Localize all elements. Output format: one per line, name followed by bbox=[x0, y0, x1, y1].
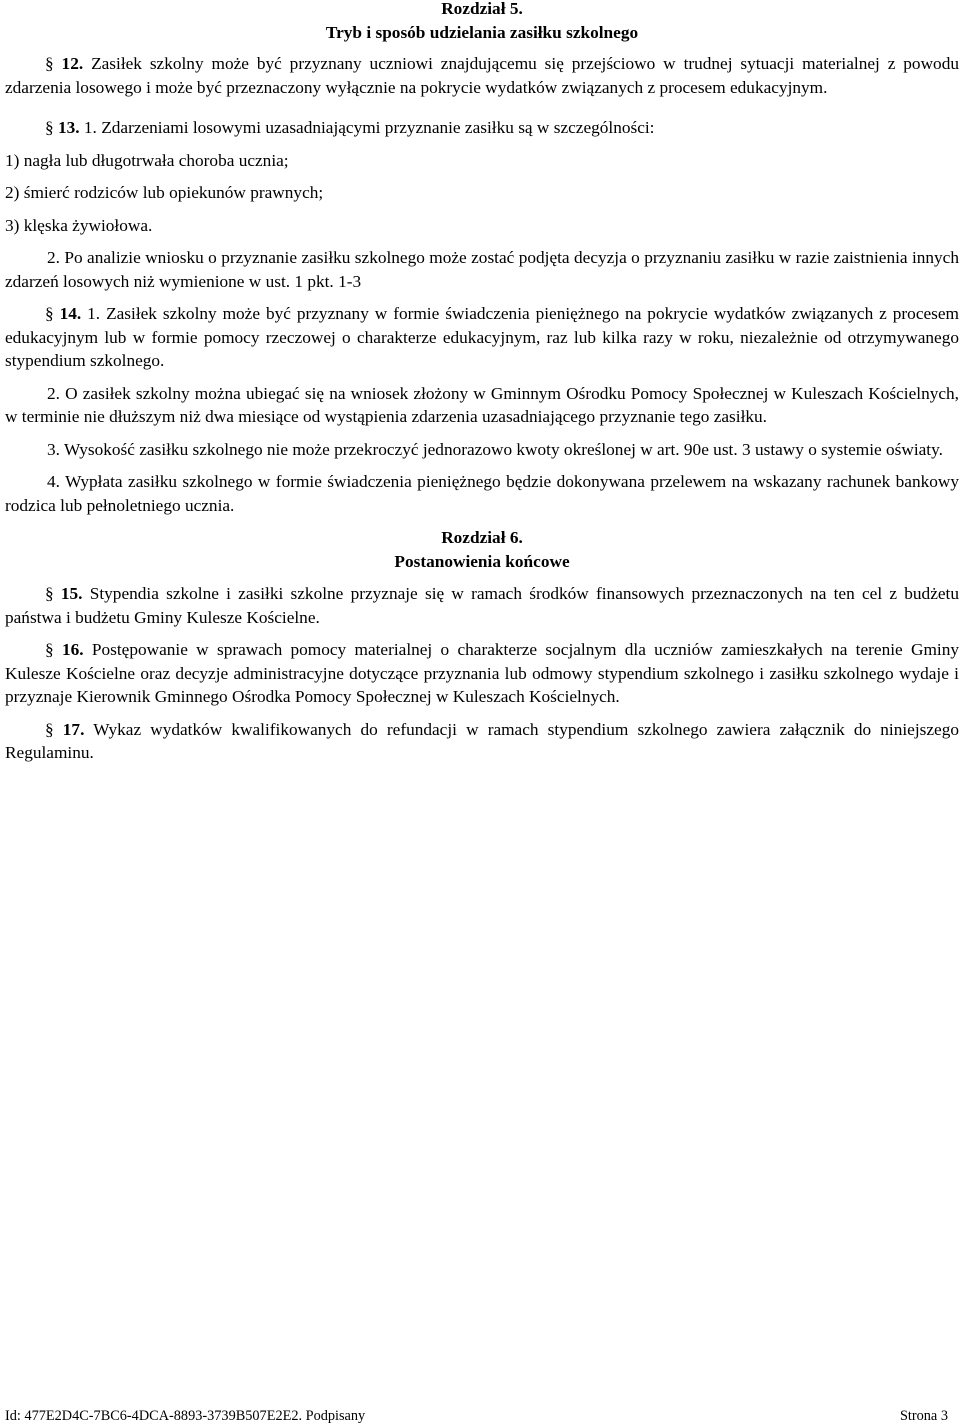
paragraph-14-3-text: Wysokość zasiłku szkolnego nie może przekroczyć jednorazowo kwoty określonej w art. 90e ust. 3 ustawy o systemie oświaty. bbox=[63, 439, 943, 459]
chapter-6-subtitle: Postanowienia końcowe bbox=[394, 551, 570, 571]
paragraph-16-number: 16. bbox=[61, 640, 84, 659]
paragraph-14-1-text: Zasiłek szkolny może być przyznany w formie świadczenia pieniężnego na pokrycie wydatków związanych z procesem edukacyjnym lub w formie pomocy rzeczowej o charakterze edukacyjnym, raz lub kilka razy w roku, niezależnie od otrzymywanego stypendium szkolnego. bbox=[5, 304, 959, 370]
paragraph-13-1-number: 1. bbox=[83, 118, 97, 137]
chapter-5-heading bbox=[5, 0, 959, 44]
chapter-6-heading bbox=[5, 526, 959, 573]
paragraph-13-2-number: 2. bbox=[47, 248, 60, 267]
paragraph-14-4-number: 4. bbox=[47, 472, 60, 491]
section-sign: § bbox=[45, 118, 54, 137]
list-item: 3) klęska żywiołowa. bbox=[5, 215, 153, 235]
paragraph-14-3 bbox=[5, 438, 959, 462]
paragraph-13-1 bbox=[5, 116, 959, 140]
page-number: Strona 3 bbox=[899, 1408, 948, 1424]
section-sign: § bbox=[45, 304, 54, 323]
section-sign: § bbox=[45, 584, 54, 603]
paragraph-14-number: 14. bbox=[59, 304, 82, 323]
paragraph-13-2-text: Po analizie wniosku o przyznanie zasiłku szkolnego może zostać podjęta decyzja o przyznaniu zasiłku w razie zaistnienia innych zdarzeń losowych niż wymienione w ust. 1 pkt. 1-3 bbox=[5, 248, 959, 291]
list-item: 2) śmierć rodziców lub opiekunów prawnych; bbox=[5, 183, 324, 202]
paragraph-14-2-number: 2. bbox=[47, 383, 60, 403]
paragraph-12 bbox=[5, 52, 959, 99]
paragraph-13-number: 13. bbox=[57, 118, 80, 137]
paragraph-17 bbox=[5, 718, 959, 765]
paragraph-12-number: 12. bbox=[61, 54, 84, 73]
paragraph-14-2-text: O zasiłek szkolny można ubiegać się na wniosek złożony w Gminnym Ośrodku Pomocy Społecznej w Kuleszach Kościelnych, w terminie nie dłuższym niż dwa miesiące od wystąpienia zdarzenia uzasadniającego przyznanie tego zasiłku. bbox=[5, 383, 959, 426]
paragraph-14-3-number: 3. bbox=[47, 439, 60, 459]
paragraph-15-text: Stypendia szkolne i zasiłki szkolne przyznaje się w ramach środków finansowych przeznaczonych na ten cel z budżetu państwa i budżetu Gminy Kulesze Kościelne. bbox=[5, 584, 959, 627]
section-sign: § bbox=[45, 719, 54, 739]
paragraph-14-2 bbox=[5, 382, 959, 429]
chapter-5-title: Rozdział 5. bbox=[441, 0, 523, 18]
section-sign: § bbox=[45, 640, 54, 659]
chapter-6-title: Rozdział 6. bbox=[441, 528, 523, 547]
paragraph-14-1-number: 1. bbox=[87, 304, 101, 323]
paragraph-16-text: Postępowanie w sprawach pomocy materialnej o charakterze socjalnym dla uczniów zamieszkałych na terenie Gminy Kulesze Kościelne oraz decyzje administracyjne dotyczące przyznania lub odmowy stypendium szkolnego i zasiłku szkolnego wydaje i przyznaje Kierownik Gminnego Ośrodka Pomocy Społecznej w Kuleszach Kościelnych. bbox=[5, 640, 959, 706]
paragraph-14-4-text: Wypłata zasiłku szkolnego w formie świadczenia pieniężnego będzie dokonywana przelewem na wskazany rachunek bankowy rodzica lub pełnoletniego ucznia. bbox=[5, 472, 959, 515]
paragraph-15 bbox=[5, 582, 959, 629]
paragraph-16 bbox=[5, 638, 959, 709]
chapter-5-subtitle: Tryb i sposób udzielania zasiłku szkolnego bbox=[325, 22, 639, 42]
paragraph-14-4 bbox=[5, 470, 959, 517]
paragraph-17-text: Wykaz wydatków kwalifikowanych do refundacji w ramach stypendium szkolnego zawiera załącznik do niniejszego Regulaminu. bbox=[5, 719, 959, 762]
paragraph-12-text: Zasiłek szkolny może być przyznany uczniowi znajdującemu się przejściowo w trudnej sytuacji materialnej z powodu zdarzenia losowego i może być przeznaczony wyłącznie na pokrycie wydatków związanych z procesem edukacyjnym. bbox=[5, 54, 959, 97]
list-item: 1) nagła lub długotrwała choroba ucznia; bbox=[5, 150, 289, 170]
document-page bbox=[5, 0, 959, 765]
paragraph-13-2 bbox=[5, 246, 959, 293]
section-sign: § bbox=[45, 54, 54, 73]
paragraph-14-1 bbox=[5, 302, 959, 373]
document-id: Id: 477E2D4C-7BC6-4DCA-8893-3739B507E2E2. Podpisany bbox=[5, 1408, 366, 1424]
paragraph-15-number: 15. bbox=[60, 584, 83, 603]
paragraph-17-number: 17. bbox=[62, 719, 85, 739]
paragraph-13-1-text: Zdarzeniami losowymi uzasadniającymi przyznanie zasiłku są w szczególności: bbox=[101, 118, 655, 137]
